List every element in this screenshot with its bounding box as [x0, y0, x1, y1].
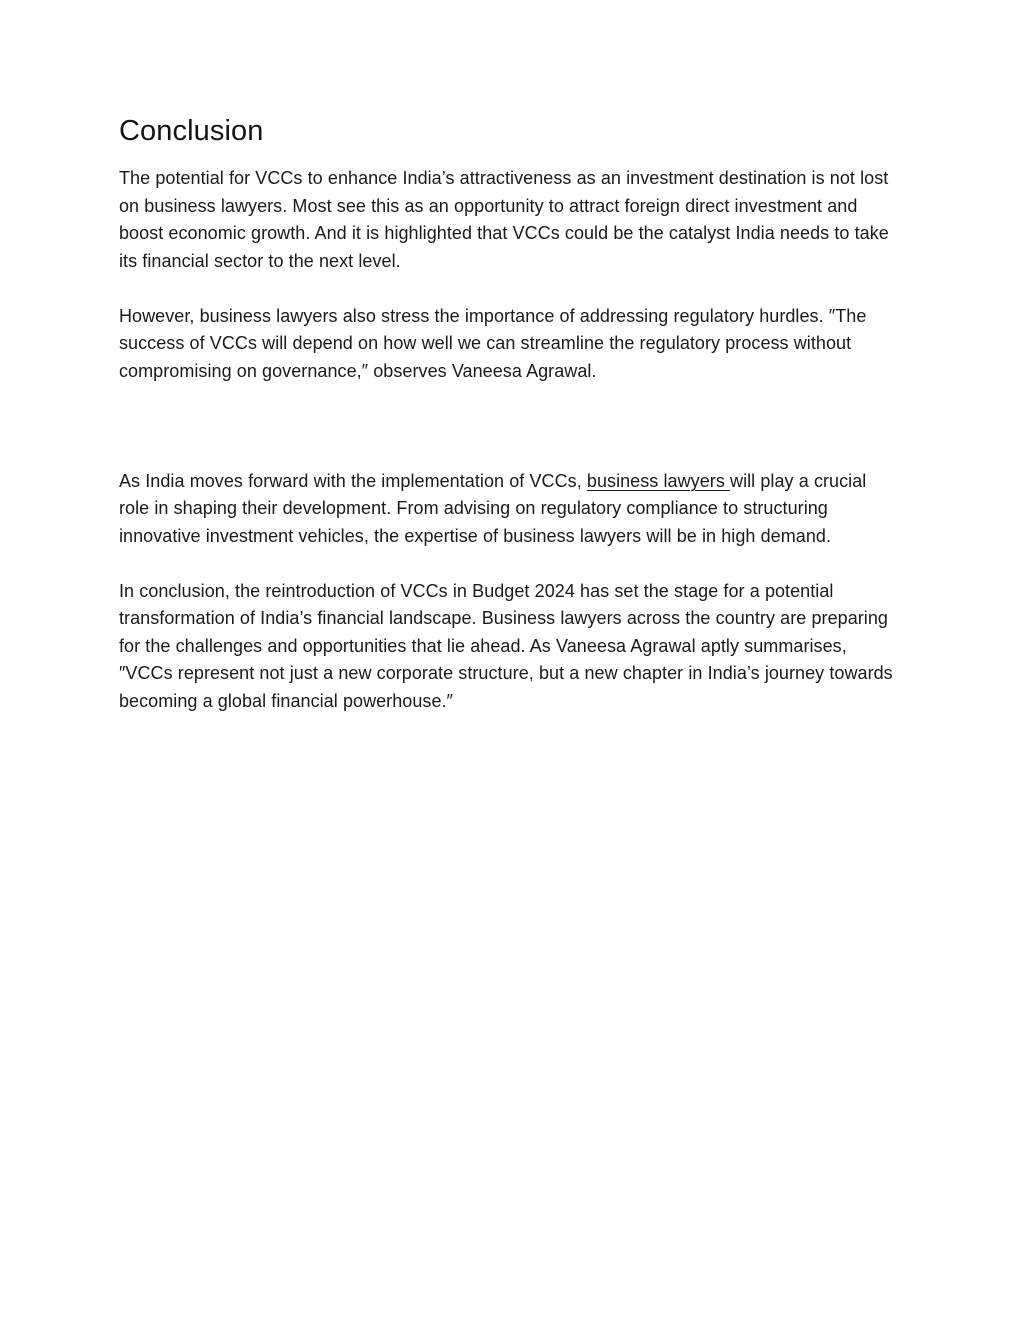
paragraph-spacer — [119, 413, 901, 441]
paragraph-1: The potential for VCCs to enhance India’s attractiveness as an investment destination is not lost on business lawyers. Most see this as an opportunity to attract foreign direct investment and boost economic growth. And it is highlighted that VCCs could be the catalyst India needs to take its financial sector to the next level. — [119, 168, 889, 271]
paragraph-3 — [119, 468, 901, 551]
page-title: Conclusion — [119, 115, 264, 147]
paragraph-3-text-after-link: will play a crucial role in shaping their development. From advising on regulatory compliance to structuring innovative investment vehicles, the expertise of business lawyers will be in high demand. — [119, 470, 867, 546]
paragraph-3-text-before-link: As India moves forward with the implementation of VCCs, — [119, 470, 587, 491]
business-lawyers-link[interactable]: business lawyers — [586, 470, 731, 491]
paragraph-2: However, business lawyers also stress the importance of addressing regulatory hurdles. ″The success of VCCs will depend on how well we can streamline the regulatory process without compromising on governance,″ observes Vaneesa Agrawal. — [119, 305, 867, 381]
paragraph-4: In conclusion, the reintroduction of VCCs in Budget 2024 has set the stage for a potential transformation of India’s financial landscape. Business lawyers across the country are preparing for the challenges and opportunities that lie ahead. As Vaneesa Agrawal aptly summarises, ″VCCs represent not just a new corporate structure, but a new chapter in India’s journey towards becoming a global financial powerhouse.″ — [119, 580, 893, 711]
article-body — [119, 113, 901, 715]
